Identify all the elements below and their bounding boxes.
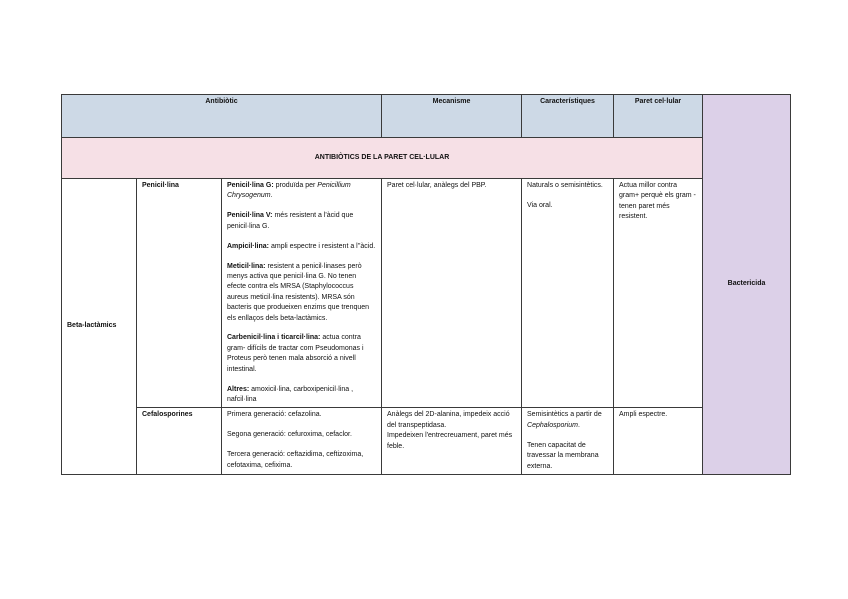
penicillin-char-route: Via oral. bbox=[527, 201, 553, 209]
cephalosporins-cell-wall: Ampli espectre. bbox=[614, 408, 703, 475]
others-entry: Altres: amoxicil·lina, carboxipenicil·lina , nafcil·lina bbox=[227, 385, 354, 403]
section-title: ANTIBIÒTICS DE LA PARET CEL·LULAR bbox=[62, 138, 703, 179]
second-generation: Segona generació: cefuroxima, cefaclor. bbox=[227, 431, 352, 439]
ceph-mechanism-2: Impedeixen l'entrecreuament, paret més feble. bbox=[387, 432, 513, 450]
header-characteristics: Característiques bbox=[522, 95, 614, 138]
penicillin-v-entry: Penicil·lina V: més resistent a l'àcid que penicil·lina G. bbox=[227, 212, 354, 230]
first-generation: Primera generació: cefazolina. bbox=[227, 411, 322, 419]
antibiotics-table bbox=[61, 94, 791, 475]
side-label-bactericida: Bactericida bbox=[703, 95, 791, 475]
penicillin-characteristics bbox=[522, 179, 614, 408]
penicillin-row bbox=[62, 179, 791, 408]
header-cell-wall: Paret cel·lular bbox=[614, 95, 703, 138]
subgroup-penicillin: Penicil·lina bbox=[137, 179, 222, 408]
cephalosporins-mechanism bbox=[382, 408, 522, 475]
header-antibiotic: Antibiòtic bbox=[62, 95, 382, 138]
ceph-char-membrane: Tenen capacitat de travessar la membrana externa. bbox=[527, 441, 599, 470]
ceph-char-origin: Semisintètics a partir de Cephalosporium. bbox=[527, 411, 602, 429]
header-row bbox=[62, 95, 791, 138]
cephalosporins-row bbox=[62, 408, 791, 475]
carbenicillin-entry: Carbenicil·lina i ticarcil·lina: actua contra gram- difícils de tractar com Pseudomonas i Proteus però tenen mala absorció a nivell intestinal. bbox=[227, 334, 364, 373]
subgroup-cephalosporins: Cefalosporines bbox=[137, 408, 222, 475]
family-beta-lactams: Beta-lactàmics bbox=[62, 179, 137, 475]
meticillin-entry: Meticil·lina: resistent a penicil·linases però menys activa que penicil·lina G. No tenen efecte contra els MRSA (Staphylococcus aureus meticil·lina resistents). MRSA són bacteris que produeixen enzims que trenquen els enllaços dels beta-lactàmics. bbox=[227, 262, 370, 322]
cephalosporins-details bbox=[222, 408, 382, 475]
header-mechanism: Mecanisme bbox=[382, 95, 522, 138]
penicillin-char-origin: Naturals o semisintètics. bbox=[527, 182, 603, 189]
third-generation: Tercera generació: ceftazidima, ceftizoxima, cefotaxima, cefixima. bbox=[227, 451, 364, 469]
penicillin-details bbox=[222, 179, 382, 408]
ampicillin-entry: Ampicil·lina: ampli espectre i resistent a l''àcid. bbox=[227, 242, 376, 250]
penicillin-g-entry: Penicil·lina G: produïda per Penicillium Chrysogenum. bbox=[227, 182, 351, 200]
penicillin-mechanism: Paret cel·lular, anàlegs del PBP. bbox=[382, 179, 522, 408]
cephalosporins-characteristics bbox=[522, 408, 614, 475]
section-row bbox=[62, 138, 791, 179]
ceph-mechanism-1: Anàlegs del 2D-alanina, impedeix acció del transpeptidasa. bbox=[387, 411, 510, 429]
penicillin-cell-wall: Actua millor contra gram+ perquè els gram - tenen paret més resistent. bbox=[614, 179, 703, 408]
